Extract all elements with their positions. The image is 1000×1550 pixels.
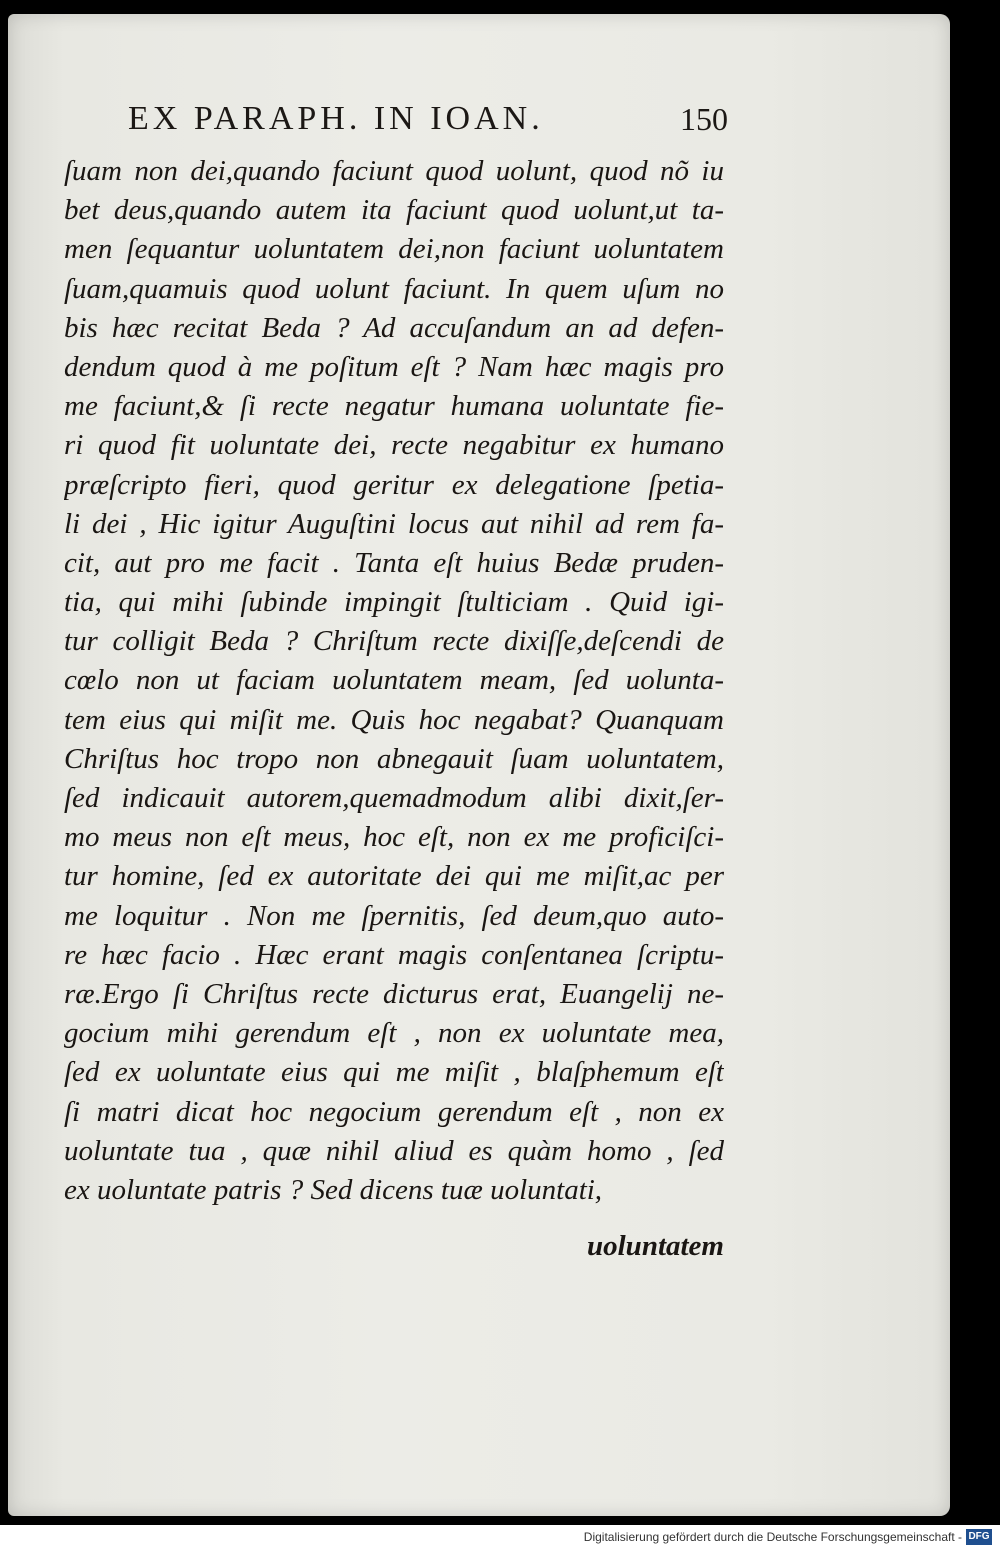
text-line: bet deus,quando autem ita faciunt quod uolunt,ut ta- xyxy=(64,194,724,227)
text-line: Chriſtus hoc tropo non abnegauit ſuam uoluntatem, xyxy=(64,742,724,775)
running-head-title: EX PARAPH. IN IOAN. xyxy=(128,100,544,137)
text-line: tur homine, ſed ex autoritate dei qui me miſit,ac per xyxy=(64,860,724,893)
text-line: li dei , Hic igitur Auguſtini locus aut nihil ad rem fa- xyxy=(64,507,724,540)
text-line: ex uoluntate patris ? Sed dicens tuæ uoluntati, xyxy=(64,1173,603,1206)
text-line: tur colligit Beda ? Chriſtum recte dixiſſe,deſcendi de xyxy=(64,625,724,658)
text-line: men ſequantur uoluntatem dei,non faciunt uoluntatem xyxy=(64,233,724,266)
text-line: ſed indicauit autorem,quemadmodum alibi dixit,ſer- xyxy=(64,782,724,814)
dfg-logo-icon: DFG xyxy=(966,1529,992,1545)
text-line: ſed ex uoluntate eius qui me miſit , blaſphemum eſt xyxy=(64,1056,724,1089)
text-line: præſcripto fieri, quod geritur ex delegatione ſpetia- xyxy=(64,468,724,501)
text-line: bis hæc recitat Beda ? Ad accuſandum an ad defen- xyxy=(64,311,724,344)
text-line: ſuam non dei,quando faciunt quod uolunt, quod nõ iu xyxy=(64,155,724,187)
text-line: cit, aut pro me facit . Tanta eſt huius Bedæ pruden- xyxy=(64,546,724,579)
book-page xyxy=(8,14,950,1516)
text-line: re hæc facio . Hæc erant magis conſentanea ſcriptu- xyxy=(64,938,724,971)
catchword: uoluntatem xyxy=(587,1230,724,1262)
text-line: ſi matri dicat hoc negocium gerendum eſt , non ex xyxy=(64,1095,724,1128)
text-line: tem eius qui miſit me. Quis hoc negabat? Quanquam xyxy=(64,703,724,736)
text-line: dendum quod à me poſitum eſt ? Nam hæc magis pro xyxy=(64,350,724,383)
text-line: mo meus non eſt meus, hoc eſt, non ex me proficiſci- xyxy=(64,821,724,854)
running-head xyxy=(118,92,728,146)
text-line: me loquitur . Non me ſpernitis, ſed deum,quo auto- xyxy=(64,899,724,932)
text-line: cœlo non ut faciam uoluntatem meam, ſed uolunta- xyxy=(64,664,724,697)
body-text xyxy=(64,152,724,1210)
digitization-credit-text: Digitalisierung gefördert durch die Deutsche Forschungsgemeinschaft - xyxy=(583,1530,962,1544)
text-line: uoluntate tua , quæ nihil aliud es quàm homo , ſed xyxy=(64,1134,724,1167)
text-line: tia, qui mihi ſubinde impingit ſtulticiam . Quid igi- xyxy=(64,586,724,619)
page-number: 150 xyxy=(680,101,728,137)
text-line: gocium mihi gerendum eſt , non ex uoluntate mea, xyxy=(64,1017,724,1050)
text-line: ri quod fit uoluntate dei, recte negabitur ex humano xyxy=(64,429,724,462)
text-line: me faciunt,& ſi recte negatur humana uoluntate fie- xyxy=(64,390,724,423)
digitization-credit-bar xyxy=(0,1525,1000,1550)
text-line: ræ.Ergo ſi Chriſtus recte dicturus erat, Euangelij ne- xyxy=(64,977,724,1010)
text-line: ſuam,quamuis quod uolunt faciunt. In quem uſum no xyxy=(64,272,724,305)
